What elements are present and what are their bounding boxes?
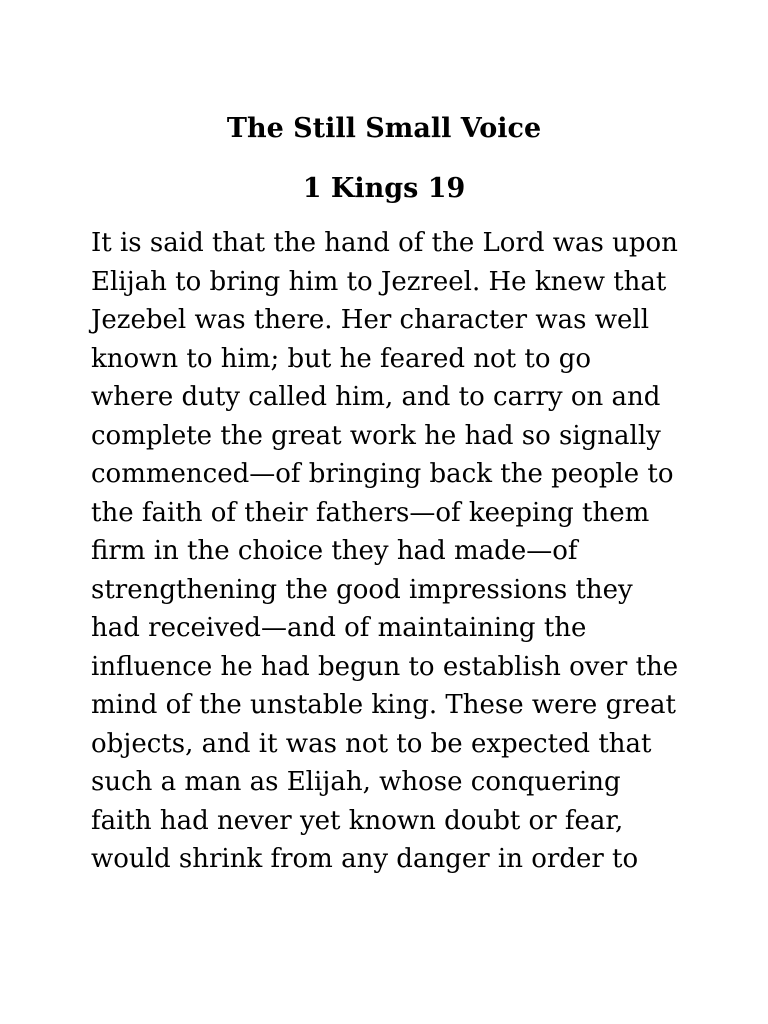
text-line: It is said that the hand of the Lord was upon	[91, 228, 678, 258]
text-line: Elijah to bring him to Jezreel. He knew that	[91, 266, 667, 297]
text-line: faith had never yet known doubt or fear,	[91, 805, 624, 836]
text-line: commenced—of bringing back the people to	[91, 459, 674, 489]
text-line: strengthening the good impressions they	[91, 574, 633, 605]
body-paragraph	[91, 224, 691, 879]
text-line: would shrink from any danger in order to	[91, 844, 639, 874]
text-line: known to him; but he feared not to go	[91, 343, 592, 374]
text-line: complete the great work he had so signally	[91, 420, 661, 451]
text-line: had received—and of maintaining the	[91, 613, 587, 643]
text-line: the faith of their fathers—of keeping them	[91, 497, 650, 528]
text-line: such a man as Elijah, whose conquering	[91, 767, 621, 797]
text-line: mind of the unstable king. These were great	[91, 690, 676, 720]
page-title: The Still Small Voice	[226, 113, 542, 144]
text-line: firm in the choice they had made—of	[91, 536, 578, 566]
chapter-reference: 1 Kings 19	[302, 173, 466, 204]
text-line: Jezebel was there. Her character was well	[91, 305, 650, 335]
text-line: where duty called him, and to carry on and	[91, 382, 661, 412]
text-line: influence he had begun to establish over the	[91, 651, 679, 682]
text-line: objects, and it was not to be expected that	[91, 728, 652, 759]
